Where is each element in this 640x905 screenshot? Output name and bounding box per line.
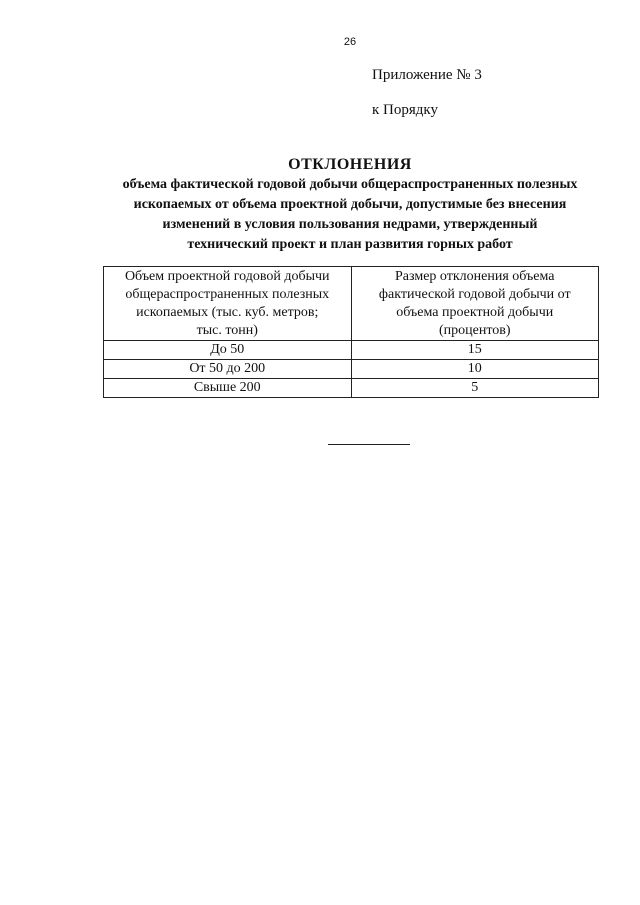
cell-volume: До 50 [104,341,352,360]
header-line: объема проектной добычи [396,305,554,320]
appendix-reference: к Порядку [372,102,438,118]
document-title: ОТКЛОНЕНИЯ [288,156,412,173]
cell-volume: Свыше 200 [104,379,352,398]
header-line: (процентов) [438,323,511,338]
end-divider [328,444,410,445]
heading-line: объема фактической годовой добычи общераспространенных полезных [122,177,578,192]
deviations-table [103,266,599,398]
table-row [104,341,599,360]
heading-line: изменений в условия пользования недрами, утвержденный [162,217,538,232]
header-line: общераспространенных полезных [125,287,330,302]
cell-volume: От 50 до 200 [104,360,352,379]
appendix-number: Приложение № 3 [372,67,482,83]
header-line: тыс. тонн) [196,323,258,338]
page-number: 26 [343,36,357,48]
document-heading [60,155,640,255]
header-line: фактической годовой добычи от [378,287,571,302]
heading-line: технический проект и план развития горных работ [187,237,513,252]
cell-deviation: 5 [351,379,599,398]
cell-deviation: 10 [351,360,599,379]
table-header-row [104,267,599,341]
header-line: ископаемых (тыс. куб. метров; [136,305,319,320]
header-production-volume [104,267,352,341]
heading-line: ископаемых от объема проектной добычи, допустимые без внесения [133,197,567,212]
header-line: Объем проектной годовой добычи [124,269,330,284]
cell-deviation: 15 [351,341,599,360]
table-row [104,360,599,379]
header-line: Размер отклонения объема [395,269,555,284]
table-row [104,379,599,398]
header-deviation-size [351,267,599,341]
